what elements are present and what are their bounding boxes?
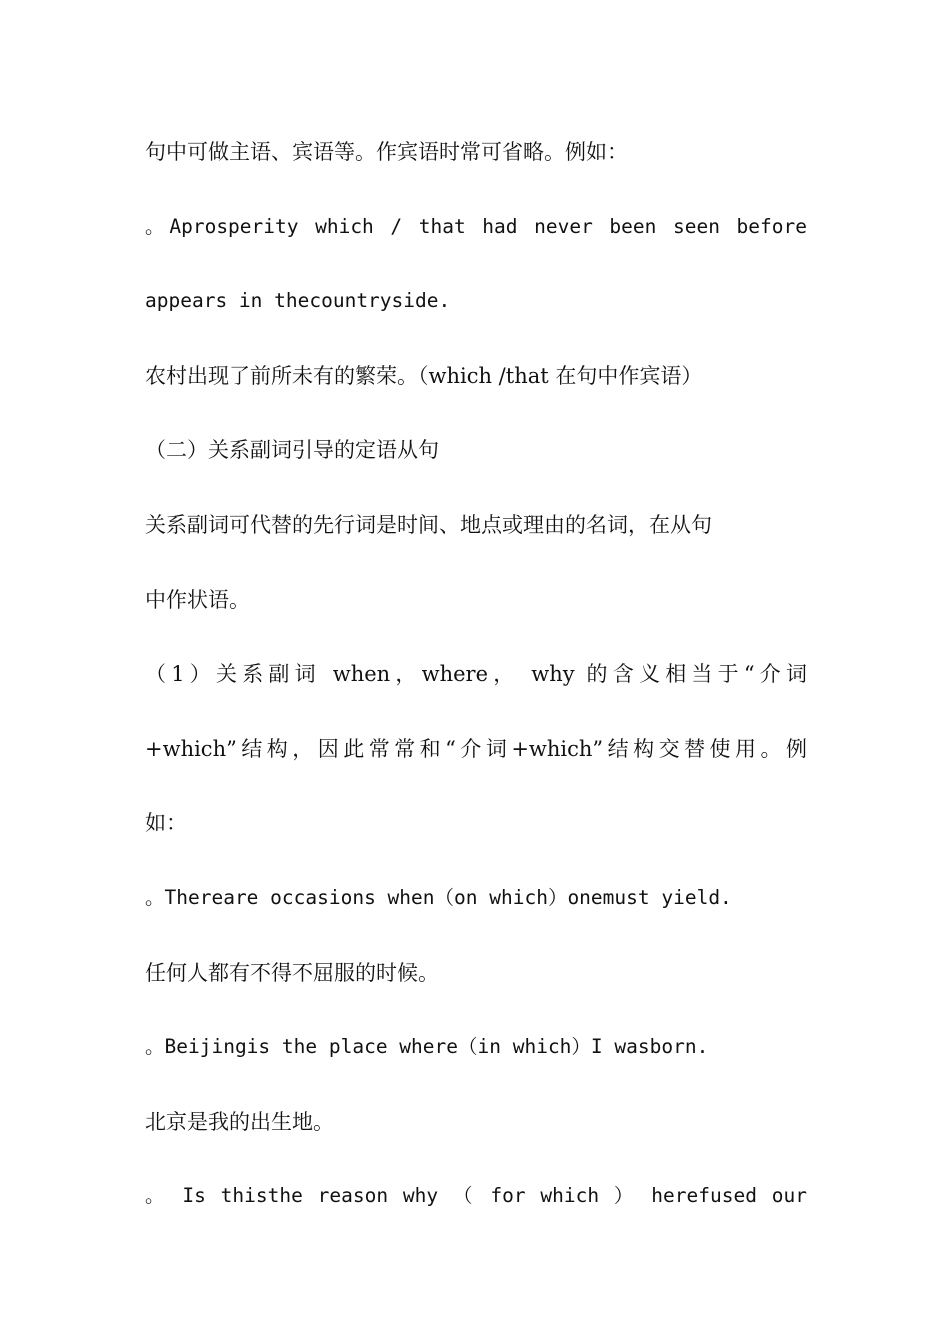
text-line: （1）关系副词 when，where， why 的含义相当于“介词 — [145, 662, 807, 687]
text-line: 如： — [145, 811, 187, 836]
example-sentence: 。 Is thisthe reason why （ for which ） herefused our — [145, 1184, 807, 1208]
translation-line: 北京是我的出生地。 — [145, 1109, 334, 1134]
translation-line: 任何人都有不得不屈服的时候。 — [145, 960, 439, 985]
example-sentence: 。Beijingis the place where（in which）I wasborn. — [145, 1035, 709, 1059]
text-line: 句中可做主语、宾语等。作宾语时常可省略。例如： — [145, 140, 628, 164]
text-line: 农村出现了前所未有的繁荣。（which /that 在句中作宾语） — [145, 363, 703, 388]
text-line: appears in thecountryside. — [145, 289, 451, 313]
text-line: 中作状语。 — [145, 587, 250, 612]
document-body — [145, 132, 807, 1251]
text-line: +which”结构，因此常常和“介词+which”结构交替使用。例 — [145, 736, 807, 761]
section-heading: （二）关系副词引导的定语从句 — [145, 438, 439, 463]
text-line: 。Aprosperity which / that had never been seen before — [145, 214, 807, 238]
example-sentence: 。Thereare occasions when（on which）onemust yield. — [145, 885, 732, 909]
text-line: 关系副词可代替的先行词是时间、地点或理由的名词，在从句 — [145, 512, 712, 537]
